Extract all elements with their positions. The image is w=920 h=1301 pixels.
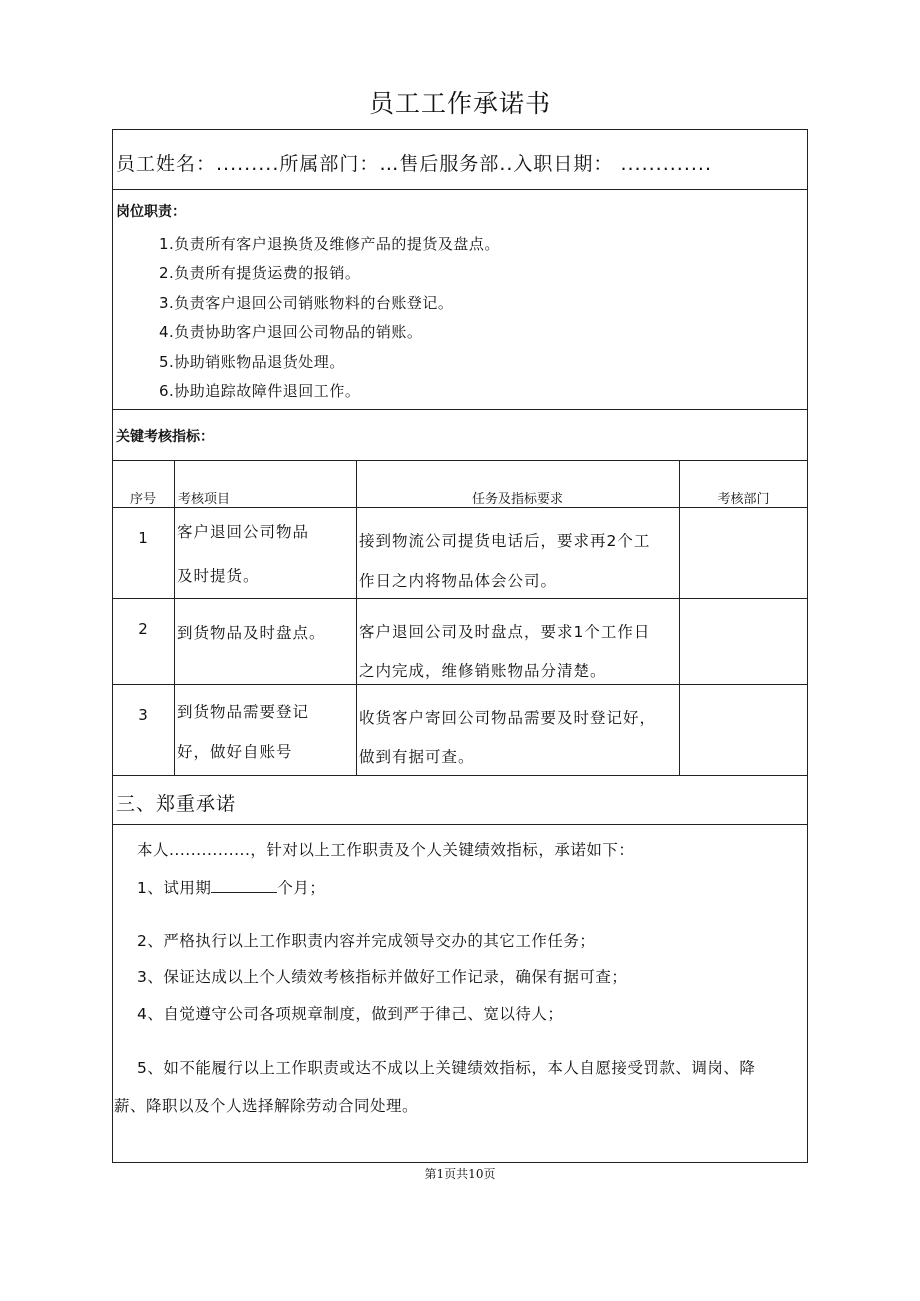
table-cell-item: 到货物品需要登记 [177, 703, 310, 721]
document-title: 员工工作承诺书 [368, 89, 551, 118]
divider [112, 598, 808, 599]
table-cell-requirement: 做到有据可查。 [359, 748, 475, 766]
table-cell-item: 客户退回公司物品 [177, 523, 310, 541]
divider [112, 507, 808, 508]
table-cell-requirement: 收货客户寄回公司物品需要及时登记好， [359, 709, 657, 727]
header-department: 考核部门 [717, 492, 770, 507]
page-footer: 第1页共10页 [424, 1167, 496, 1181]
column-divider [679, 460, 680, 775]
employee-info-row: 员工姓名：.........所属部门：…售后服务部..入职日期： ............. [116, 153, 712, 175]
divider [112, 824, 808, 825]
pledge-item: 4、自觉遵守公司各项规章制度，做到严于律己、宽以待人； [137, 1005, 564, 1023]
pledge-item-text: 1、试用期 [137, 879, 212, 897]
divider [112, 775, 808, 776]
duty-item: 5.协助销账物品退货处理。 [159, 353, 345, 371]
table-cell-requirement: 客户退回公司及时盘点，要求1个工作日 [359, 623, 651, 641]
header-item: 考核项目 [178, 492, 231, 507]
duty-item: 4.负责协助客户退回公司物品的销账。 [159, 323, 423, 341]
column-divider [356, 460, 357, 775]
table-cell-item: 好，做好自账号 [177, 743, 293, 761]
duties-label: 岗位职责： [116, 204, 186, 220]
pledge-item: 3、保证达成以上个人绩效考核指标并做好工作记录，确保有据可查； [137, 968, 628, 986]
pledge-item-continued: 薪、降职以及个人选择解除劳动合同处理。 [114, 1097, 419, 1115]
divider [112, 189, 808, 190]
table-cell-item: 及时提货。 [177, 567, 260, 585]
table-cell-requirement: 作日之内将物品体会公司。 [359, 572, 558, 590]
header-requirement: 任务及指标要求 [471, 492, 563, 507]
pledge-heading: 三、郑重承诺 [116, 793, 237, 815]
pledge-intro: 本人...............，针对以上工作职责及个人关键绩效指标，承诺如下： [137, 841, 635, 859]
kpi-label: 关键考核指标： [116, 429, 214, 445]
table-row-number: 1 [138, 529, 148, 547]
divider [112, 460, 808, 461]
pledge-item: 5、如不能履行以上工作职责或达不成以上关键绩效指标，本人自愿接受罚款、调岗、降 [137, 1059, 756, 1077]
table-cell-item: 到货物品及时盘点。 [177, 624, 326, 642]
table-cell-requirement: 接到物流公司提货电话后，要求再2个工 [359, 532, 651, 550]
table-row-number: 3 [138, 706, 148, 724]
divider [112, 684, 808, 685]
duty-item: 6.协助追踪故障件退回工作。 [159, 382, 361, 400]
table-cell-requirement: 之内完成，维修销账物品分清楚。 [359, 662, 607, 680]
header-no: 序号 [129, 492, 156, 507]
duty-item: 1.负责所有客户退换货及维修产品的提货及盘点。 [159, 235, 500, 253]
duty-item: 2.负责所有提货运费的报销。 [159, 264, 361, 282]
table-row-number: 2 [138, 620, 148, 638]
pledge-item-text: 个月； [277, 879, 326, 897]
divider [112, 409, 808, 410]
duty-item: 3.负责客户退回公司销账物料的台账登记。 [159, 294, 454, 312]
probation-months-blank [211, 878, 277, 893]
pledge-item-probation [137, 876, 325, 898]
pledge-item: 2、严格执行以上工作职责内容并完成领导交办的其它工作任务； [137, 932, 596, 950]
column-divider [174, 460, 175, 775]
